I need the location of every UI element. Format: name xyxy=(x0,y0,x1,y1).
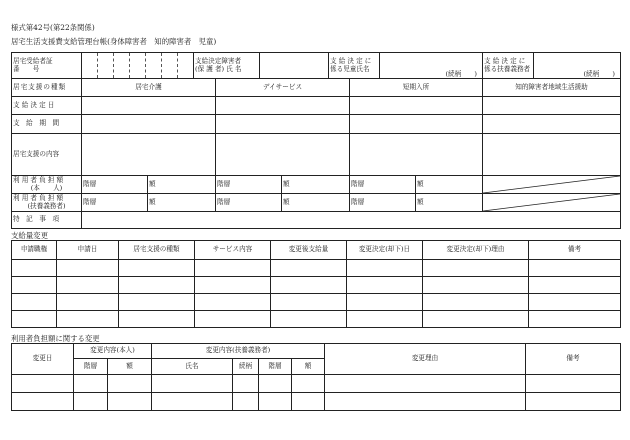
burden-change-table xyxy=(11,343,621,411)
table-cell[interactable] xyxy=(152,375,233,393)
diagonal-line xyxy=(483,194,620,211)
diagonal-na-cell xyxy=(483,176,621,194)
form-number: 様式第42号(第22条関係) xyxy=(11,23,95,32)
table-row xyxy=(12,277,621,294)
cert-digit-cell[interactable] xyxy=(114,53,130,79)
remarks-cell[interactable] xyxy=(82,212,621,229)
table-cell[interactable] xyxy=(347,260,423,277)
content-label: 居宅支援の内容 xyxy=(12,134,82,176)
tier-cell[interactable]: 階層 xyxy=(216,176,282,194)
form-title: 居宅生活支援費支給管理台帳(身体障害者 知的障害者 児童) xyxy=(11,37,217,46)
table-cell[interactable] xyxy=(347,277,423,294)
remarks-label: 特 記 事 項 xyxy=(12,212,82,229)
table-cell[interactable] xyxy=(529,311,621,328)
table-cell[interactable] xyxy=(292,393,325,411)
table-row xyxy=(12,375,621,393)
table-row xyxy=(12,260,621,277)
reason-header: 変更理由 xyxy=(325,344,526,375)
table-cell[interactable] xyxy=(347,311,423,328)
table-cell[interactable] xyxy=(12,375,74,393)
burden-self-label: 利 用 者 負 担 額 (本 人) xyxy=(12,176,82,194)
content-cell[interactable] xyxy=(350,134,483,176)
table-cell[interactable] xyxy=(74,375,108,393)
table-cell[interactable] xyxy=(529,260,621,277)
child-relation: (続柄 ) xyxy=(445,69,477,78)
guardian-relation: (続柄 ) xyxy=(583,69,615,78)
table-cell[interactable] xyxy=(423,294,529,311)
table-cell[interactable] xyxy=(526,375,621,393)
table-cell[interactable] xyxy=(195,260,271,277)
table-cell[interactable] xyxy=(271,294,347,311)
table-cell[interactable] xyxy=(119,294,195,311)
period-cell[interactable] xyxy=(350,115,483,134)
table-cell[interactable] xyxy=(119,260,195,277)
table-cell[interactable] xyxy=(74,393,108,411)
self-content-header: 変更内容(本人) xyxy=(74,344,152,359)
guardian-content-header: 変更内容(扶養義務者) xyxy=(152,344,325,359)
change-header: 申請職権 xyxy=(12,241,57,260)
period-label: 支 給 期 間 xyxy=(12,115,82,134)
relation-header: 続柄 xyxy=(233,359,259,375)
table-cell[interactable] xyxy=(292,375,325,393)
cert-digit-cell[interactable] xyxy=(130,53,146,79)
cert-digit-cell[interactable] xyxy=(162,53,178,79)
decision-date-cell[interactable] xyxy=(82,97,216,115)
content-cell[interactable] xyxy=(82,134,216,176)
amount-cell[interactable]: 額 xyxy=(282,176,350,194)
cert-digit-cell[interactable] xyxy=(146,53,162,79)
period-row xyxy=(12,115,621,134)
table-cell[interactable] xyxy=(57,260,119,277)
table-cell[interactable] xyxy=(108,375,152,393)
table-cell[interactable] xyxy=(119,277,195,294)
table-cell[interactable] xyxy=(119,311,195,328)
table-cell[interactable] xyxy=(233,375,259,393)
burden-section-title: 利用者負担額に関する変更 xyxy=(11,334,100,343)
cert-digit-cell[interactable] xyxy=(98,53,114,79)
table-cell[interactable] xyxy=(195,311,271,328)
table-cell[interactable] xyxy=(12,311,57,328)
change-header: 申請日 xyxy=(57,241,119,260)
table-cell[interactable] xyxy=(325,393,526,411)
change-header-row xyxy=(12,241,621,260)
cert-digit-cell[interactable] xyxy=(178,53,194,79)
content-cell[interactable] xyxy=(483,134,621,176)
table-cell[interactable] xyxy=(12,393,74,411)
table-cell[interactable] xyxy=(195,294,271,311)
table-cell[interactable] xyxy=(152,393,233,411)
service-day: デイサービス xyxy=(216,79,350,97)
cert-number-label: 居宅受給者証 番 号 xyxy=(12,53,82,79)
change-date-header: 変更日 xyxy=(12,344,74,375)
change-header: 備考 xyxy=(529,241,621,260)
table-row xyxy=(12,311,621,328)
main-table xyxy=(11,52,621,79)
service-type-row xyxy=(12,79,621,97)
table-cell[interactable] xyxy=(233,393,259,411)
burden-self-row xyxy=(12,176,621,194)
burden-header-row-1 xyxy=(12,344,621,359)
change-header: サービス内容 xyxy=(195,241,271,260)
service-table xyxy=(11,78,621,229)
cert-digit-cell[interactable] xyxy=(82,53,98,79)
amount-cell[interactable]: 額 xyxy=(416,176,483,194)
tier-cell[interactable]: 階層 xyxy=(82,176,148,194)
table-cell[interactable] xyxy=(57,294,119,311)
change-header: 変更決定(却下)日 xyxy=(347,241,423,260)
tier-header: 階層 xyxy=(259,359,292,375)
table-cell[interactable] xyxy=(529,277,621,294)
decision-date-label: 支 給 決 定 日 xyxy=(12,97,82,115)
table-cell[interactable] xyxy=(271,260,347,277)
change-section-title: 支給量変更 xyxy=(11,231,48,240)
name-header: 氏名 xyxy=(152,359,233,375)
service-short-stay: 短期入所 xyxy=(350,79,483,97)
table-cell[interactable] xyxy=(526,393,621,411)
child-name-cell[interactable] xyxy=(380,53,483,79)
guardian-label: 支 給 決 定 に 係る扶養義務者 xyxy=(483,53,534,79)
table-cell[interactable] xyxy=(57,311,119,328)
diagonal-line xyxy=(483,176,620,193)
table-cell[interactable] xyxy=(325,375,526,393)
table-row xyxy=(12,294,621,311)
tier-cell[interactable]: 階層 xyxy=(82,194,148,212)
content-row xyxy=(12,134,621,176)
table-cell[interactable] xyxy=(195,277,271,294)
table-cell[interactable] xyxy=(423,277,529,294)
table-cell[interactable] xyxy=(423,260,529,277)
amount-cell[interactable]: 額 xyxy=(416,194,483,212)
amount-cell[interactable]: 額 xyxy=(148,176,216,194)
table-cell[interactable] xyxy=(423,311,529,328)
table-cell[interactable] xyxy=(57,277,119,294)
tier-header: 階層 xyxy=(74,359,108,375)
remarks-header: 備考 xyxy=(526,344,621,375)
tier-cell[interactable]: 階層 xyxy=(216,194,282,212)
tier-cell[interactable]: 階層 xyxy=(350,194,416,212)
period-cell[interactable] xyxy=(216,115,350,134)
period-cell[interactable] xyxy=(82,115,216,134)
change-header: 変更後支給量 xyxy=(271,241,347,260)
content-cell[interactable] xyxy=(216,134,350,176)
table-cell[interactable] xyxy=(12,294,57,311)
change-header: 変更決定(却下)理由 xyxy=(423,241,529,260)
remarks-row xyxy=(12,212,621,229)
table-cell[interactable] xyxy=(259,393,292,411)
burden-guardian-label: 利 用 者 負 担 額 (扶養義務者) xyxy=(12,194,82,212)
change-table xyxy=(11,240,621,328)
change-header: 居宅支援の種類 xyxy=(119,241,195,260)
table-cell[interactable] xyxy=(12,277,57,294)
table-cell[interactable] xyxy=(271,277,347,294)
period-cell[interactable] xyxy=(483,115,621,134)
table-cell[interactable] xyxy=(529,294,621,311)
amount-header: 額 xyxy=(292,359,325,375)
table-cell[interactable] xyxy=(271,311,347,328)
tier-cell[interactable]: 階層 xyxy=(350,176,416,194)
decided-person-label: 支給決定障害者 (保 護 者) 氏 名 xyxy=(194,53,260,79)
guardian-name-cell[interactable] xyxy=(534,53,621,79)
decided-person-name-cell[interactable] xyxy=(260,53,329,79)
decision-date-cell[interactable] xyxy=(216,97,350,115)
burden-guardian-row xyxy=(12,194,621,212)
child-name-label: 支 給 決 定 に 係る児童氏名 xyxy=(329,53,380,79)
decision-date-cell[interactable] xyxy=(483,97,621,115)
amount-cell[interactable]: 額 xyxy=(282,194,350,212)
decision-date-row xyxy=(12,97,621,115)
decision-date-cell[interactable] xyxy=(350,97,483,115)
table-row xyxy=(12,393,621,411)
service-type-label: 居宅支援の種類 xyxy=(12,79,82,97)
table-cell[interactable] xyxy=(259,375,292,393)
table-cell[interactable] xyxy=(12,260,57,277)
top-info-row xyxy=(12,53,621,79)
amount-cell[interactable]: 額 xyxy=(148,194,216,212)
table-cell[interactable] xyxy=(347,294,423,311)
service-community: 知的障害者地域生活援助 xyxy=(483,79,621,97)
table-cell[interactable] xyxy=(108,393,152,411)
diagonal-na-cell xyxy=(483,194,621,212)
amount-header: 額 xyxy=(108,359,152,375)
service-home-care: 居宅介護 xyxy=(82,79,216,97)
